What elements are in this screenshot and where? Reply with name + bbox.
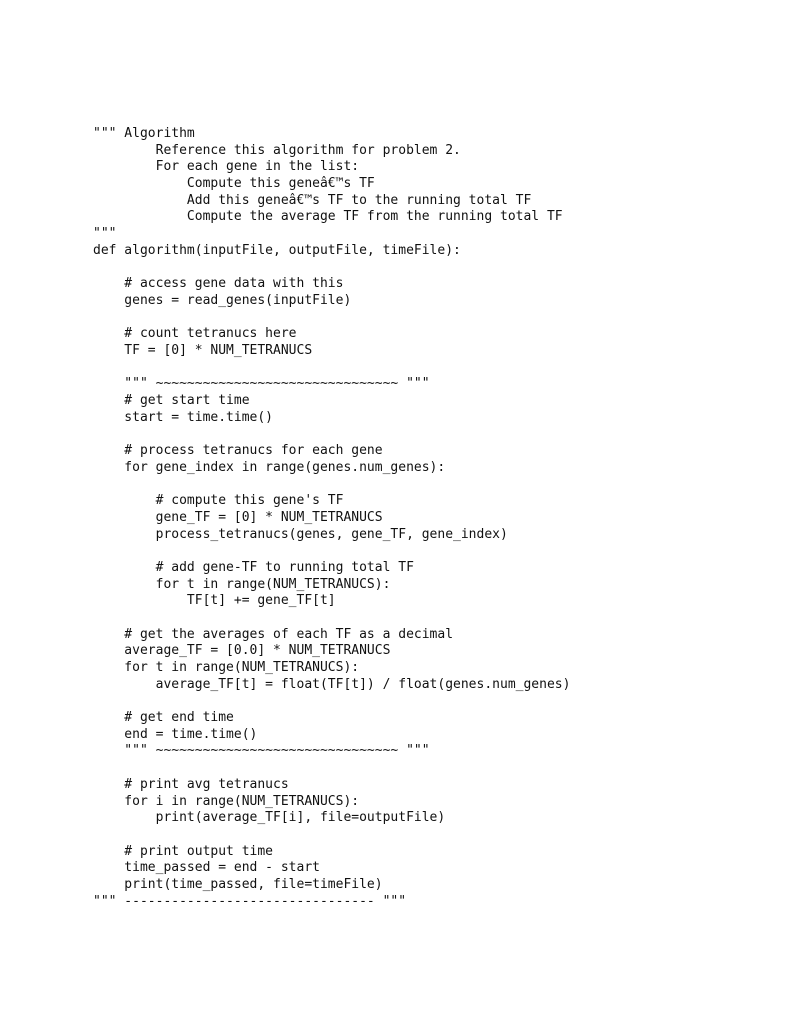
code-line: # print avg tetranucs — [93, 776, 289, 792]
code-line: # print output time — [93, 843, 274, 859]
code-line: time_passed = end - start — [93, 860, 320, 876]
code-line: for t in range(NUM_TETRANUCS): — [93, 660, 360, 675]
code-line — [93, 760, 570, 777]
code-line: def algorithm(inputFile, outputFile, timeFile): — [93, 242, 461, 258]
code-line: Add this geneâ€™s TF to the running total TF — [93, 192, 532, 208]
code-line — [93, 426, 570, 443]
code-line: end = time.time() — [93, 726, 258, 742]
code-line: Compute this geneâ€™s TF — [93, 176, 375, 192]
code-line: genes = read_genes(inputFile) — [93, 292, 352, 308]
code-line: process_tetranucs(genes, gene_TF, gene_index) — [93, 526, 508, 542]
code-line: # get start time — [93, 393, 250, 408]
code-line — [93, 610, 570, 627]
code-line: # get end time — [93, 710, 234, 726]
code-line: print(average_TF[i], file=outputFile) — [93, 810, 446, 826]
code-line: average_TF = [0.0] * NUM_TETRANUCS — [93, 643, 391, 659]
code-block — [93, 126, 570, 910]
code-line: average_TF[t] = float(TF[t]) / float(genes.num_genes) — [93, 676, 571, 692]
code-line: """ -------------------------------- """ — [93, 893, 407, 909]
code-line: TF = [0] * NUM_TETRANUCS — [93, 342, 313, 358]
code-line: For each gene in the list: — [93, 159, 360, 175]
code-line — [93, 476, 570, 493]
code-line: # access gene data with this — [93, 276, 344, 292]
code-line — [93, 827, 570, 844]
code-line: gene_TF = [0] * NUM_TETRANUCS — [93, 509, 383, 525]
code-line: """ — [93, 226, 117, 242]
code-line: TF[t] += gene_TF[t] — [93, 593, 336, 609]
code-line: for t in range(NUM_TETRANUCS): — [93, 576, 391, 592]
code-line: print(time_passed, file=timeFile) — [93, 876, 383, 892]
code-line — [93, 693, 570, 710]
code-line: start = time.time() — [93, 409, 274, 425]
code-line: Reference this algorithm for problem 2. — [93, 142, 461, 158]
code-line — [93, 543, 570, 560]
code-line: for i in range(NUM_TETRANUCS): — [93, 793, 360, 809]
code-line — [93, 260, 570, 277]
code-line: # compute this gene's TF — [93, 493, 344, 509]
code-line: # process tetranucs for each gene — [93, 443, 383, 459]
code-line: # get the averages of each TF as a decimal — [93, 626, 454, 642]
code-line — [93, 360, 570, 377]
code-line: # add gene-TF to running total TF — [93, 559, 414, 575]
code-line: """ ~~~~~~~~~~~~~~~~~~~~~~~~~~~~~~~ """ — [93, 376, 430, 392]
code-line: Compute the average TF from the running total TF — [93, 209, 563, 225]
code-line: for gene_index in range(genes.num_genes): — [93, 459, 446, 475]
code-line — [93, 310, 570, 327]
code-line: """ ~~~~~~~~~~~~~~~~~~~~~~~~~~~~~~~ """ — [93, 743, 430, 759]
code-line: # count tetranucs here — [93, 326, 297, 342]
code-line: """ Algorithm — [93, 126, 195, 141]
